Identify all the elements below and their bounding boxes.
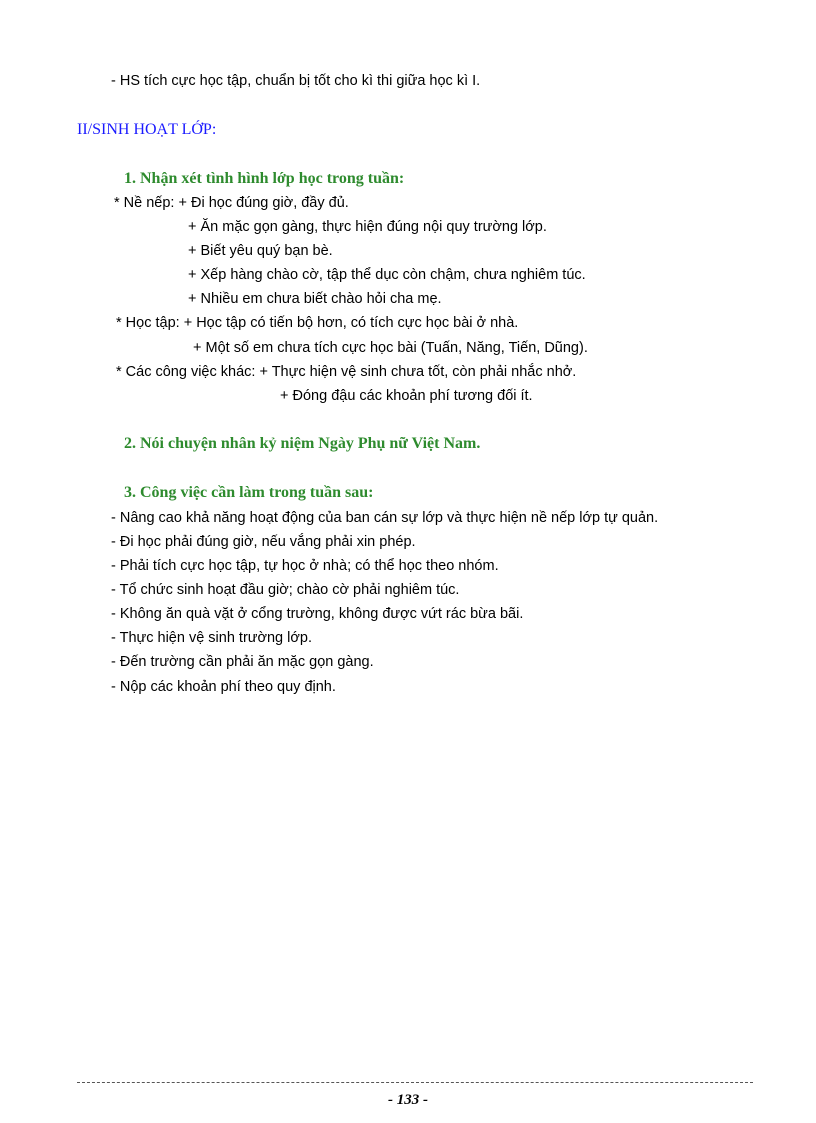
page-number: - 133 - xyxy=(388,1092,428,1108)
sub3-item-5: - Không ăn quà vặt ở cổng trường, không được vứt rác bừa bãi. xyxy=(111,606,524,622)
sub1-line-2: + Ăn mặc gọn gàng, thực hiện đúng nội quy trường lớp. xyxy=(188,219,547,235)
sub3-item-6: - Thực hiện vệ sinh trường lớp. xyxy=(111,630,312,646)
sub3-item-2: - Đi học phải đúng giờ, nếu vắng phải xin phép. xyxy=(111,534,416,550)
sub3-item-4: - Tổ chức sinh hoạt đầu giờ; chào cờ phải nghiêm túc. xyxy=(111,582,460,598)
sub1-line-1: * Nề nếp: + Đi học đúng giờ, đầy đủ. xyxy=(114,195,349,211)
sub1-line-9: + Đóng đậu các khoản phí tương đối ít. xyxy=(280,388,533,404)
sub1-line-7: + Một số em chưa tích cực học bài (Tuấn, Năng, Tiến, Dũng). xyxy=(193,340,588,356)
intro-line: - HS tích cực học tập, chuẩn bị tốt cho kì thi giữa học kì I. xyxy=(111,73,481,89)
sub1-line-4: + Xếp hàng chào cờ, tập thể dục còn chậm, chưa nghiêm túc. xyxy=(188,267,586,283)
section-title: II/SINH HOẠT LỚP: xyxy=(77,121,217,138)
sub3-title: 3. Công việc cần làm trong tuần sau: xyxy=(124,484,374,501)
sub3-item-3: - Phải tích cực học tập, tự học ở nhà; có thể học theo nhóm. xyxy=(111,558,499,574)
sub1-line-3: + Biết yêu quý bạn bè. xyxy=(188,243,333,259)
sub2-title: 2. Nói chuyện nhân kỷ niệm Ngày Phụ nữ Việt Nam. xyxy=(124,435,481,452)
sub3-item-1: - Nâng cao khả năng hoạt động của ban cán sự lớp và thực hiện nề nếp lớp tự quản. xyxy=(111,510,659,526)
sub3-item-8: - Nộp các khoản phí theo quy định. xyxy=(111,679,336,695)
sub1-line-5: + Nhiều em chưa biết chào hỏi cha mẹ. xyxy=(188,291,442,307)
footer-divider xyxy=(77,1082,753,1083)
sub1-title: 1. Nhận xét tình hình lớp học trong tuần: xyxy=(124,170,405,187)
sub1-line-6: * Học tập: + Học tập có tiến bộ hơn, có tích cực học bài ở nhà. xyxy=(116,315,519,331)
sub1-line-8: * Các công việc khác: + Thực hiện vệ sinh chưa tốt, còn phải nhắc nhở. xyxy=(116,364,577,380)
sub3-item-7: - Đến trường cần phải ăn mặc gọn gàng. xyxy=(111,654,374,670)
